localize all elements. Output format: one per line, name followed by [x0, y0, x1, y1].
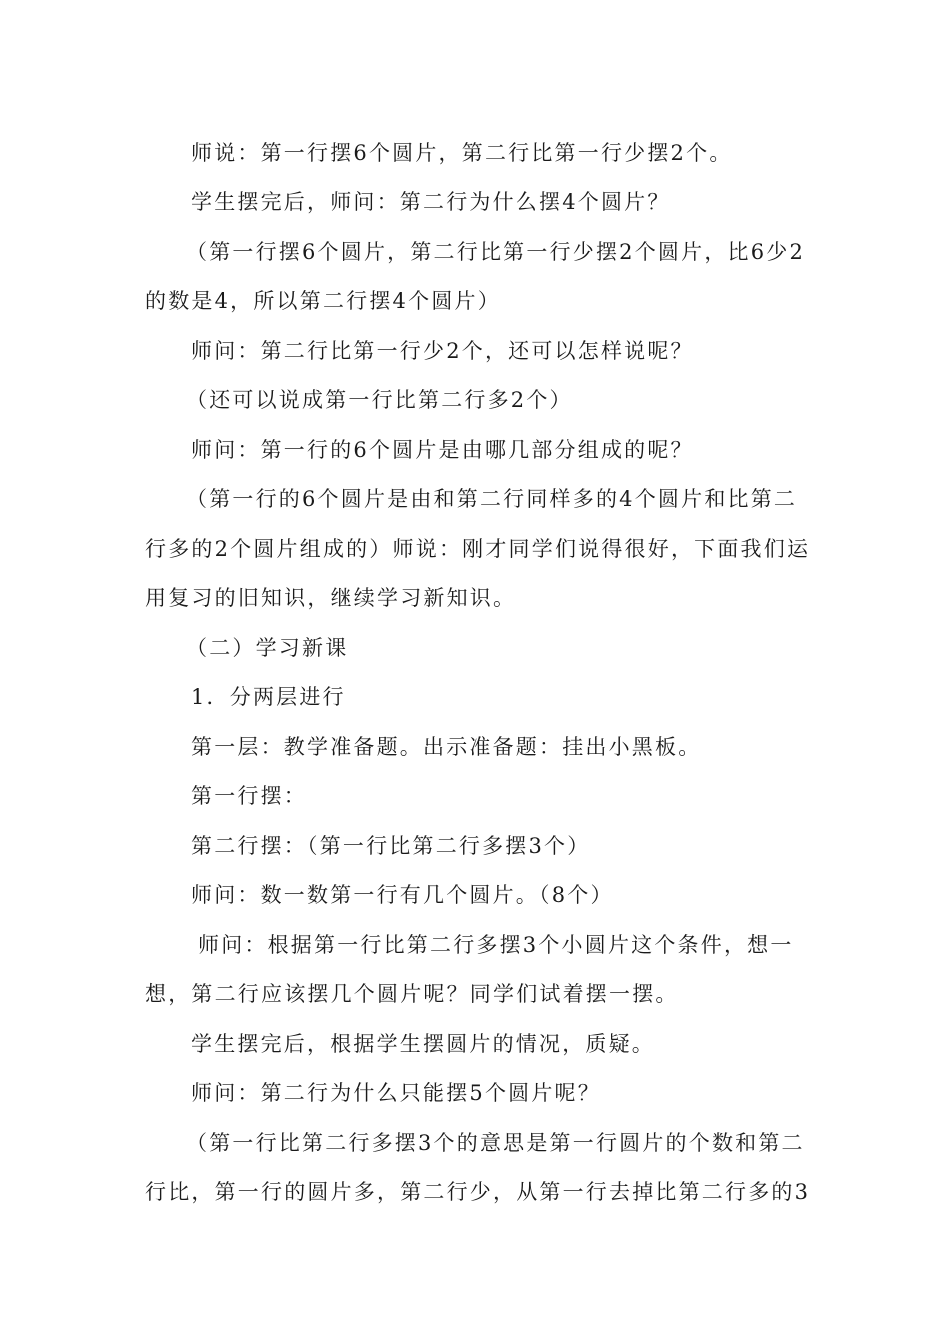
text-line: 想，第二行应该摆几个圆片呢？同学们试着摆一摆。 [145, 982, 679, 1006]
section-heading: （二）学习新课 [186, 636, 349, 660]
text-line: 用复习的旧知识，继续学习新知识。 [145, 586, 517, 610]
text-line: 学生摆完后，根据学生摆圆片的情况，质疑。 [191, 1032, 655, 1056]
text-line: 师说：第一行摆6个圆片，第二行比第一行少摆2个。 [191, 141, 733, 165]
text-line: （还可以说成第一行比第二行多2个） [186, 388, 573, 412]
text-line: （第一行比第二行多摆3个的意思是第一行圆片的个数和第二 [186, 1131, 805, 1155]
text-line: （第一行的6个圆片是由和第二行同样多的4个圆片和比第二 [186, 487, 798, 511]
text-line: 学生摆完后，师问：第二行为什么摆4个圆片？ [191, 190, 671, 214]
text-line: 第一行摆： [191, 784, 307, 808]
text-line: 师问：第二行比第一行少2个，还可以怎样说呢？ [191, 339, 694, 363]
text-line: 师问：第二行为什么只能摆5个圆片呢？ [191, 1081, 601, 1105]
subsection-heading: 1．分两层进行 [191, 685, 346, 709]
text-line: 师问：第一行的6个圆片是由哪几部分组成的呢？ [191, 438, 694, 462]
text-line: 的数是4，所以第二行摆4个圆片） [145, 289, 501, 313]
text-line: 行比，第一行的圆片多，第二行少，从第一行去掉比第二行多的3 [145, 1180, 811, 1204]
text-line: 行多的2个圆片组成的）师说：刚才同学们说得很好，下面我们运 [145, 537, 811, 561]
text-line: 师问：根据第一行比第二行多摆3个小圆片这个条件，想一 [198, 933, 794, 957]
text-line: 师问：数一数第一行有几个圆片。（8个） [191, 883, 614, 907]
text-line: 第二行摆：（第一行比第二行多摆3个） [191, 834, 591, 858]
text-line: 第一层：教学准备题。出示准备题：挂出小黑板。 [191, 735, 702, 759]
text-line: （第一行摆6个圆片，第二行比第一行少摆2个圆片，比6少2 [186, 240, 806, 264]
